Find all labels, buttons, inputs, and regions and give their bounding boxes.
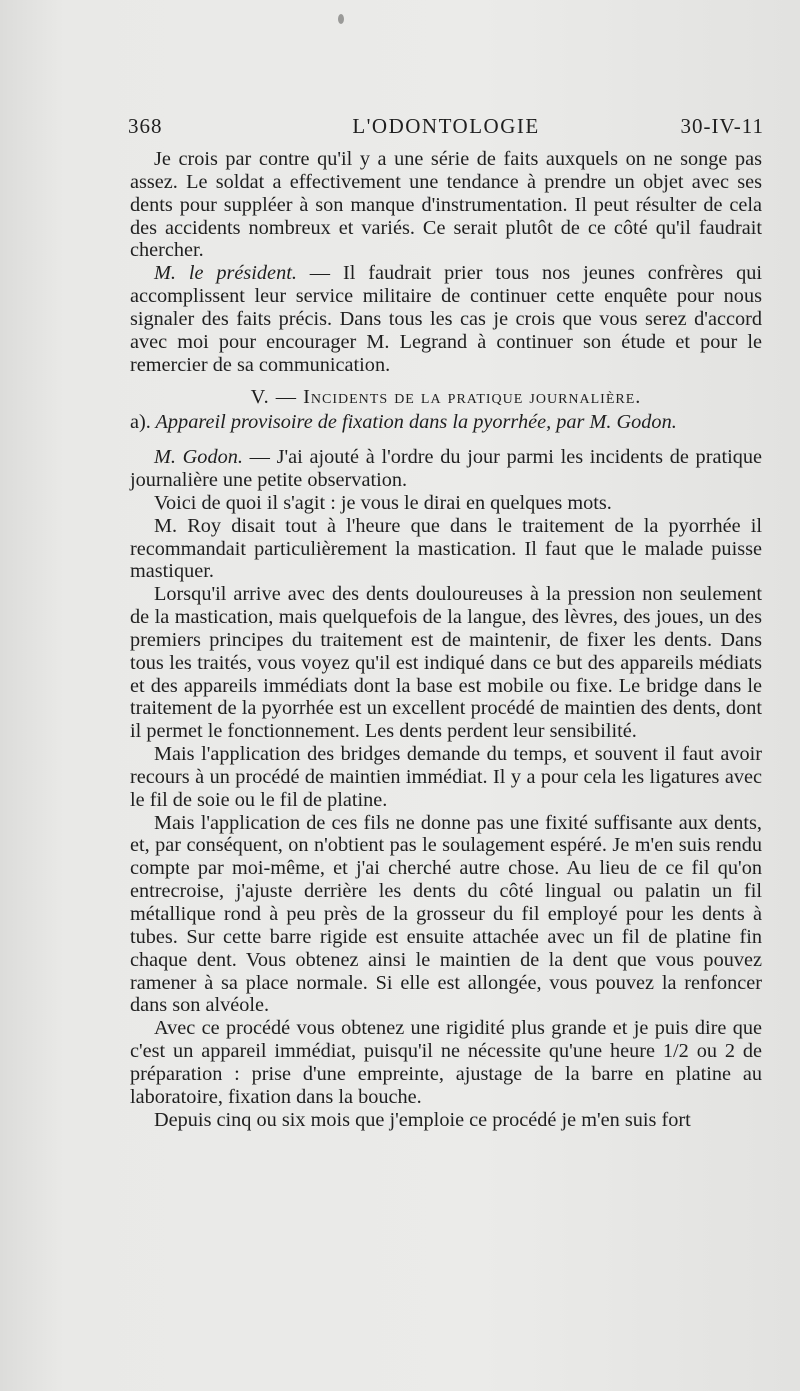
speech-text: — J'ai ajouté à l'ordre du jour parmi les incidents de pratique journalière une petite observation.	[130, 446, 762, 491]
body-text	[130, 148, 762, 1131]
journal-title: L'ODONTOLOGIE	[352, 114, 540, 138]
speech-text: — Il faudrait prier tous nos jeunes confrères qui accomplissent leur service militaire de continuer cette enquête pour nous signaler des faits précis. Dans tous les cas je crois que vous serez d'accord avec moi pour encourager M. Legrand à continuer son étude et pour le remercier de sa communication.	[130, 262, 762, 376]
paragraph: Je crois par contre qu'il y a une série de faits auxquels on ne songe pas assez. Le soldat a effectivement une tendance à prendre un objet avec ses dents pour suppléer à son manque d'instrumentation. Il peut résulter de cela des accidents nombreux et variés. Ce serait plutôt de ce côté qu'il faudrait chercher.	[130, 148, 762, 262]
speaker-name: M. le président.	[154, 262, 297, 285]
ink-speck	[338, 14, 344, 24]
paragraph: Mais l'application des bridges demande du temps, et souvent il faut avoir recours à un procédé de maintien immédiat. Il y a pour cela les ligatures avec le fil de soie ou le fil de platine.	[130, 743, 762, 811]
paragraph: Avec ce procédé vous obtenez une rigidité plus grande et je puis dire que c'est un appareil immédiat, puisqu'il ne nécessite qu'une heure 1/2 ou 2 de préparation : prise d'une empreinte, ajustage de la barre en platine au laboratoire, fixation dans la bouche.	[130, 1017, 762, 1108]
paragraph: Lorsqu'il arrive avec des dents douloureuses à la pression non seulement de la mastication, mais quelquefois de la langue, des lèvres, des joues, un des premiers principes du traitement est de maintenir, de fixer les dents. Dans tous les traités, vous voyez qu'il est indiqué dans ce but des appareils médiats et des appareils immédiats dont la base est mobile ou fixe. Le bridge dans le traitement de la pyorrhée est un excellent procédé de maintien des dents, dont il permet le fonctionnement. Les dents perdent leur sensibilité.	[130, 583, 762, 743]
issue-date: 30-IV-11	[680, 114, 764, 138]
subsection-title	[130, 411, 762, 434]
paragraph-godon	[130, 446, 762, 492]
paragraph: M. Roy disait tout à l'heure que dans le traitement de la pyorrhée il recommandait particulièrement la mastication. Il faut que le malade puisse mastiquer.	[130, 514, 762, 583]
paragraph: Depuis cinq ou six mois que j'emploie ce procédé je m'en suis fort	[154, 1108, 691, 1131]
paragraph-president	[130, 262, 762, 376]
paragraph: Voici de quoi il s'agit : je vous le dirai en quelques mots.	[154, 491, 612, 514]
subsection-prefix: a).	[130, 411, 151, 434]
speaker-name: M. Godon.	[154, 446, 243, 469]
paragraph: Mais l'application de ces fils ne donne pas une fixité suffisante aux dents, et, par conséquent, on n'obtient pas le soulagement espéré. Je m'en suis rendu compte par moi-même, et j'ai cherché autre chose. Au lieu de ce fil qu'on entrecroise, j'ajuste derrière les dents du côté lingual ou palatin un fil métallique rond à peu près de la grosseur du fil employé pour les dents à tubes. Sur cette barre rigide est ensuite attachée avec un fil de platine fin chaque dent. Vous obtenez ainsi le maintien de la dent que vous pouvez ramener à sa place normale. Si elle est allongée, vous pouvez la renfoncer dans son alvéole.	[130, 811, 762, 1017]
running-header	[128, 114, 764, 146]
section-heading: V. — Incidents de la pratique journalière.	[250, 386, 642, 409]
page-number: 368	[128, 114, 163, 138]
subsection-name: Appareil provisoire de fixation dans la pyorrhée, par M. Godon.	[150, 411, 677, 434]
